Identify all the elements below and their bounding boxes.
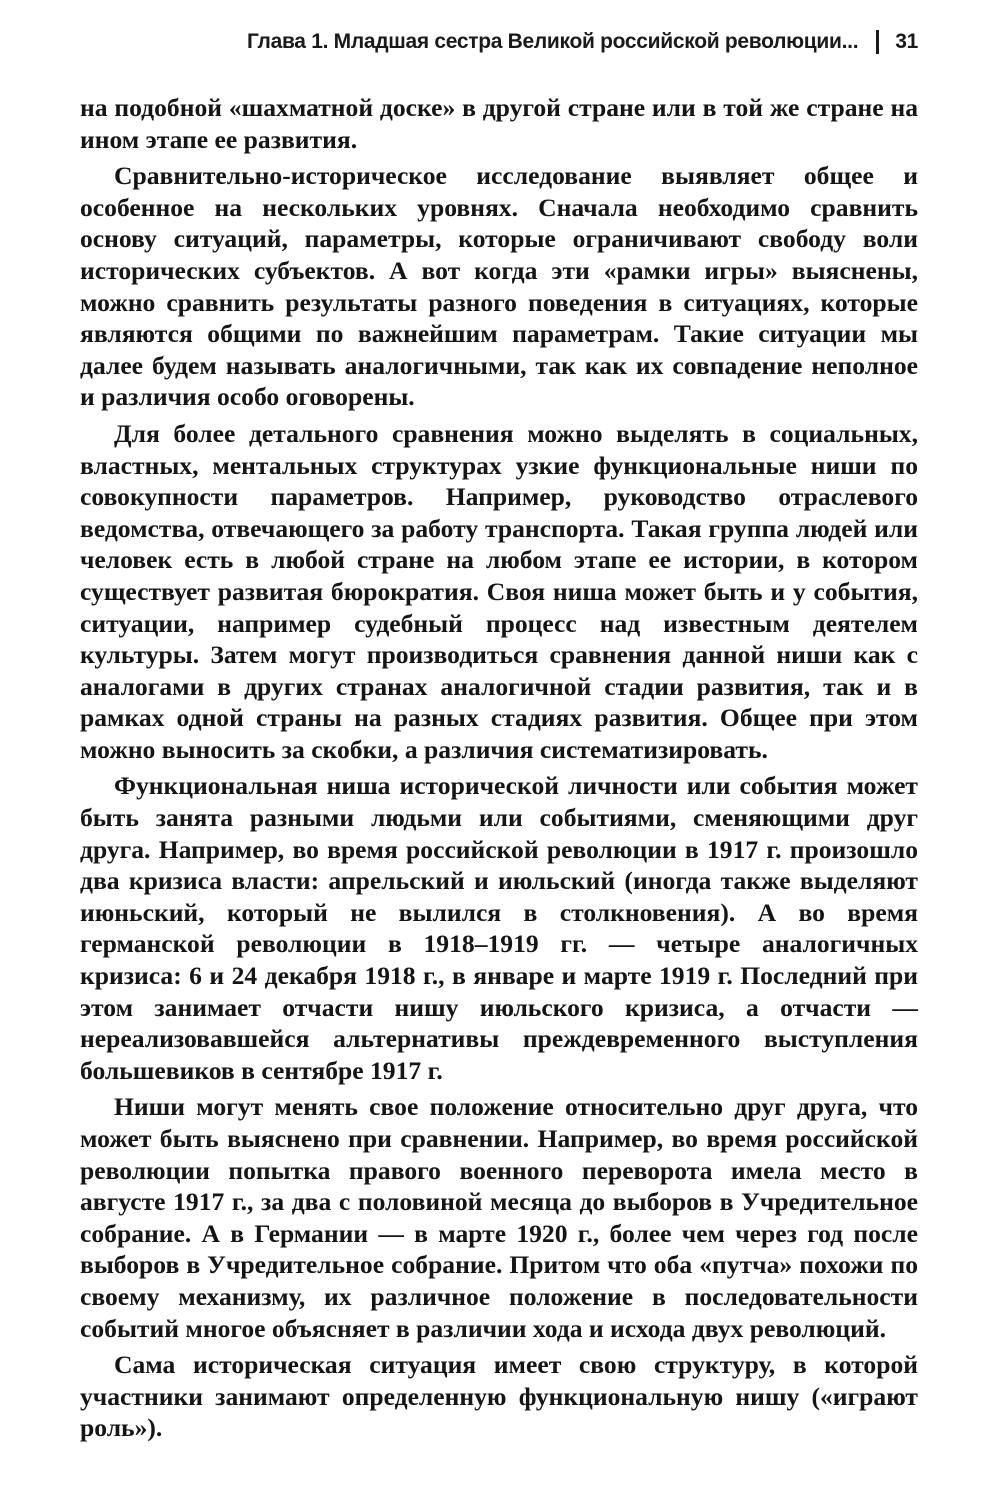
header-separator xyxy=(876,30,879,54)
paragraph-continued: на подобной «шахматной доске» в другой стране или в той же стране на ином этапе ее развития. xyxy=(80,93,918,154)
paragraph: Для более детального сравнения можно выделять в социальных, властных, ментальных структурах узкие функциональные ниши по совокупности параметров. Например, руководство отраслевого ведомства, отвечающего за работу транспорта. Такая группа людей или человек есть в любой стране на любом этапе ее истории, в котором существует развитая бюрократия. Своя ниша может быть и у события, ситуации, например судебный процесс над известным деятелем культуры. Затем могут производиться сравнения данной ниши как с аналогами в других странах аналогичной стадии развития, так и в рамках одной страны на разных стадиях развития. Общее при этом можно выносить за скобки, а различия систематизировать. xyxy=(80,418,918,764)
body-text xyxy=(80,92,918,1444)
page-number: 31 xyxy=(895,30,918,53)
running-header xyxy=(247,30,918,54)
paragraph: Сама историческая ситуация имеет свою структуру, в которой участники занимают определенную функциональную нишу («играют роль»). xyxy=(80,1350,918,1443)
paragraph: Функциональная ниша исторической личности или события может быть занята разными людьми или событиями, сменяющими друг друга. Например, во время российской революции в 1917 г. произошло два кризиса власти: апрельский и июльский (иногда также выделяют июньский, который не вылился в столкновения). А во время германской революции в 1918–1919 гг. — четыре аналогичных кризиса: 6 и 24 декабря 1918 г., в январе и марте 1919 г. Последний при этом занимает отчасти нишу июльского кризиса, а отчасти — нереализовавшейся альтернативы преждевременного выступления большевиков в сентябре 1917 г. xyxy=(80,771,918,1085)
chapter-title: Глава 1. Младшая сестра Великой российской революции... xyxy=(246,30,859,53)
paragraph: Ниши могут менять свое положение относительно друг друга, что может быть выяснено при сравнении. Например, во время российской революции попытка правого военного переворота имела место в августе 1917 г., за два с половиной месяца до выборов в Учредительное собрание. А в Германии — в марте 1920 г., более чем через год после выборов в Учредительное собрание. Притом что оба «путча» похожи по своему механизму, их различное положение в последовательности событий многое объясняет в различии хода и исхода двух революций. xyxy=(80,1092,918,1343)
paragraph: Сравнительно-историческое исследование выявляет общее и особенное на нескольких уровнях. Сначала необходимо сравнить основу ситуаций, параметры, которые ограничивают свободу воли исторических субъектов. А вот когда эти «рамки игры» выяснены, можно сравнить результаты разного поведения в ситуациях, которые являются общими по важнейшим параметрам. Такие ситуации мы далее будем называть аналогичными, так как их совпадение неполное и различия особо оговорены. xyxy=(80,161,918,412)
